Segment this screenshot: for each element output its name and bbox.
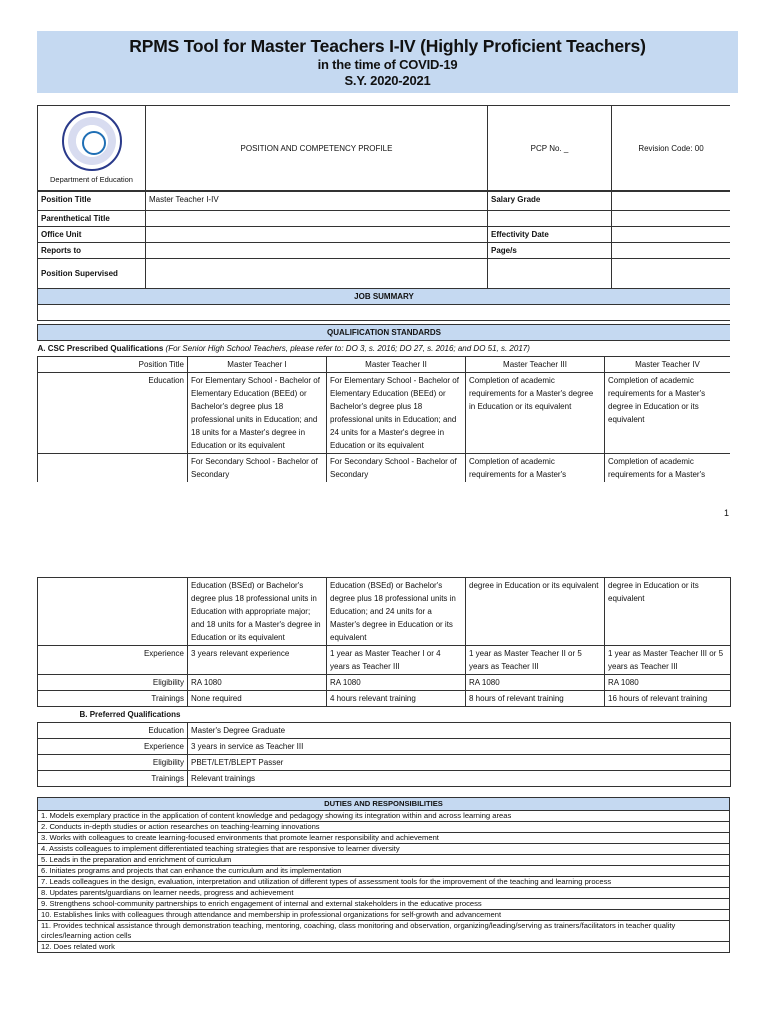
education-cell: For Secondary School - Bachelor of Secondary (188, 454, 327, 483)
pages-value (612, 243, 731, 259)
education-cell: Completion of academic requirements for a Master's (466, 454, 605, 483)
education-cell: Completion of academic requirements for a Master's degree in Education or its equivalent (466, 373, 605, 454)
duty-item: 9. Strengthens school-community partnerships to enrich engagement of internal and external stakeholders in the educative process (38, 899, 730, 910)
duty-item: 8. Updates parents/guardians on learner needs, progress and achievement (38, 888, 730, 899)
education-cell: Completion of academic requirements for a Master's (605, 454, 731, 483)
column-header: Master Teacher II (327, 357, 466, 373)
education-cell: For Elementary School - Bachelor of Elementary Education (BEEd) or Bachelor's degree plus 18 professional units in Education; and 18 units for a Master's degree in Education or its equivalent (188, 373, 327, 454)
pref-trainings-value: Relevant trainings (188, 771, 731, 787)
position-supervised-value (146, 259, 488, 289)
blank-cell (38, 454, 188, 483)
experience-cell: 3 years relevant experience (188, 646, 327, 675)
position-title-label: Position Title (38, 192, 146, 211)
blank-cell (612, 211, 731, 227)
duty-item: 2. Conducts in-depth studies or action researches on teaching-learning innovations (38, 822, 730, 833)
profile-title: POSITION AND COMPETENCY PROFILE (146, 106, 488, 191)
position-title-value: Master Teacher I-IV (146, 192, 488, 211)
blank-cell (488, 259, 612, 289)
pref-trainings-label: Trainings (38, 771, 188, 787)
blank-cell (38, 578, 188, 646)
effectivity-date-label: Effectivity Date (488, 227, 612, 243)
eligibility-cell: RA 1080 (466, 675, 605, 691)
page-number: 1 (724, 508, 730, 518)
school-year: S.Y. 2020-2021 (344, 73, 431, 88)
trainings-cell: None required (188, 691, 327, 707)
duty-item: 11. Provides technical assistance through demonstration teaching, mentoring, coaching, class monitoring and observation, organizing/leading/serving as trainers/facilitators in teacher quality circles/learning action cells (38, 921, 730, 942)
document-title: RPMS Tool for Master Teachers I-IV (Highly Proficient Teachers) (129, 36, 646, 56)
office-unit-value (146, 227, 488, 243)
parenthetical-title-value (146, 211, 488, 227)
pref-experience-label: Experience (38, 739, 188, 755)
effectivity-date-value (612, 227, 731, 243)
eligibility-cell: RA 1080 (605, 675, 731, 691)
title-band (37, 31, 738, 93)
experience-label: Experience (38, 646, 188, 675)
duty-item: 12. Does related work (38, 942, 730, 953)
duty-item: 3. Works with colleagues to create learning-focused environments that promote learner responsibility and achievement (38, 833, 730, 844)
revision-code: Revision Code: 00 (612, 106, 731, 191)
experience-cell: 1 year as Master Teacher I or 4 years as Teacher III (327, 646, 466, 675)
pref-education-value: Master's Degree Graduate (188, 723, 731, 739)
education-cell: degree in Education or its equivalent (466, 578, 605, 646)
logo-cell (38, 106, 146, 191)
experience-cell: 1 year as Master Teacher II or 5 years as Teacher III (466, 646, 605, 675)
deped-seal-icon (62, 111, 122, 171)
position-info-table (37, 191, 730, 341)
eligibility-cell: RA 1080 (188, 675, 327, 691)
preferred-heading: B. Preferred Qualifications (79, 710, 181, 719)
education-cell: degree in Education or its equivalent (605, 578, 731, 646)
reports-to-label: Reports to (38, 243, 146, 259)
pcp-number: PCP No. _ (488, 106, 612, 191)
duty-item: 7. Leads colleagues in the design, evaluation, interpretation and utilization of different types of assessment tools for the improvement of the teaching and learning process (38, 877, 730, 888)
trainings-label: Trainings (38, 691, 188, 707)
office-unit-label: Office Unit (38, 227, 146, 243)
eligibility-cell: RA 1080 (327, 675, 466, 691)
education-cell: For Secondary School - Bachelor of Secondary (327, 454, 466, 483)
csc-note: (For Senior High School Teachers, please refer to: DO 3, s. 2016; DO 27, s. 2016; and DO 51, s. 2017) (165, 344, 530, 353)
education-cell: For Elementary School - Bachelor of Elementary Education (BEEd) or Bachelor's degree plus 18 professional units in Education; and 24 units for a Master's degree in Education or its equivalent (327, 373, 466, 454)
job-summary-heading: JOB SUMMARY (38, 289, 731, 305)
reports-to-value (146, 243, 488, 259)
duty-item: 4. Assists colleagues to implement differentiated teaching strategies that are responsive to learner diversity (38, 844, 730, 855)
education-cell: Education (BSEd) or Bachelor's degree plus 18 professional units in Education; and 24 units for a Master's degree in Education or its equivalent (327, 578, 466, 646)
csc-heading-row (38, 341, 731, 357)
pref-eligibility-value: PBET/LET/BLEPT Passer (188, 755, 731, 771)
position-row-label: Position Title (38, 357, 188, 373)
duty-item: 5. Leads in the preparation and enrichment of curriculum (38, 855, 730, 866)
csc-heading: A. CSC Prescribed Qualifications (37, 344, 164, 353)
department-name: Department of Education (50, 174, 133, 184)
page-1 (37, 105, 730, 482)
parenthetical-title-label: Parenthetical Title (38, 211, 146, 227)
education-label: Education (38, 373, 188, 454)
education-cell: Completion of academic requirements for a Master's degree in Education or its equivalent (605, 373, 731, 454)
pages-label: Page/s (488, 243, 612, 259)
trainings-cell: 4 hours relevant training (327, 691, 466, 707)
duties-table (37, 797, 730, 953)
qualifications-table-continued (37, 577, 731, 787)
pref-experience-value: 3 years in service as Teacher III (188, 739, 731, 755)
pref-education-label: Education (38, 723, 188, 739)
salary-grade-value (612, 192, 731, 211)
page-2 (37, 577, 730, 953)
column-header: Master Teacher IV (605, 357, 731, 373)
qualification-standards-heading: QUALIFICATION STANDARDS (38, 325, 731, 341)
blank-cell (488, 211, 612, 227)
duties-heading: DUTIES AND RESPONSIBILITIES (38, 798, 730, 811)
trainings-cell: 16 hours of relevant training (605, 691, 731, 707)
qualifications-table (37, 341, 730, 482)
profile-header-row (38, 106, 731, 191)
document-subtitle: in the time of COVID-19 (317, 57, 458, 72)
profile-table (37, 105, 730, 191)
position-supervised-label: Position Supervised (38, 259, 146, 289)
duty-item: 10. Establishes links with colleagues through attendance and membership in professional organizations for self-growth and advancement (38, 910, 730, 921)
column-header: Master Teacher I (188, 357, 327, 373)
pref-eligibility-label: Eligibility (38, 755, 188, 771)
education-cell: Education (BSEd) or Bachelor's degree plus 18 professional units in Education with appropriate major; and 18 units for a Master's degree in Education or its equivalent (188, 578, 327, 646)
trainings-cell: 8 hours of relevant training (466, 691, 605, 707)
column-header: Master Teacher III (466, 357, 605, 373)
blank-cell (612, 259, 731, 289)
eligibility-label: Eligibility (38, 675, 188, 691)
experience-cell: 1 year as Master Teacher III or 5 years as Teacher III (605, 646, 731, 675)
job-summary-body (38, 305, 731, 321)
salary-grade-label: Salary Grade (488, 192, 612, 211)
duty-item: 6. Initiates programs and projects that can enhance the curriculum and its implementation (38, 866, 730, 877)
duty-item: 1. Models exemplary practice in the application of content knowledge and pedagogy showing its integration within and across learning areas (38, 811, 730, 822)
